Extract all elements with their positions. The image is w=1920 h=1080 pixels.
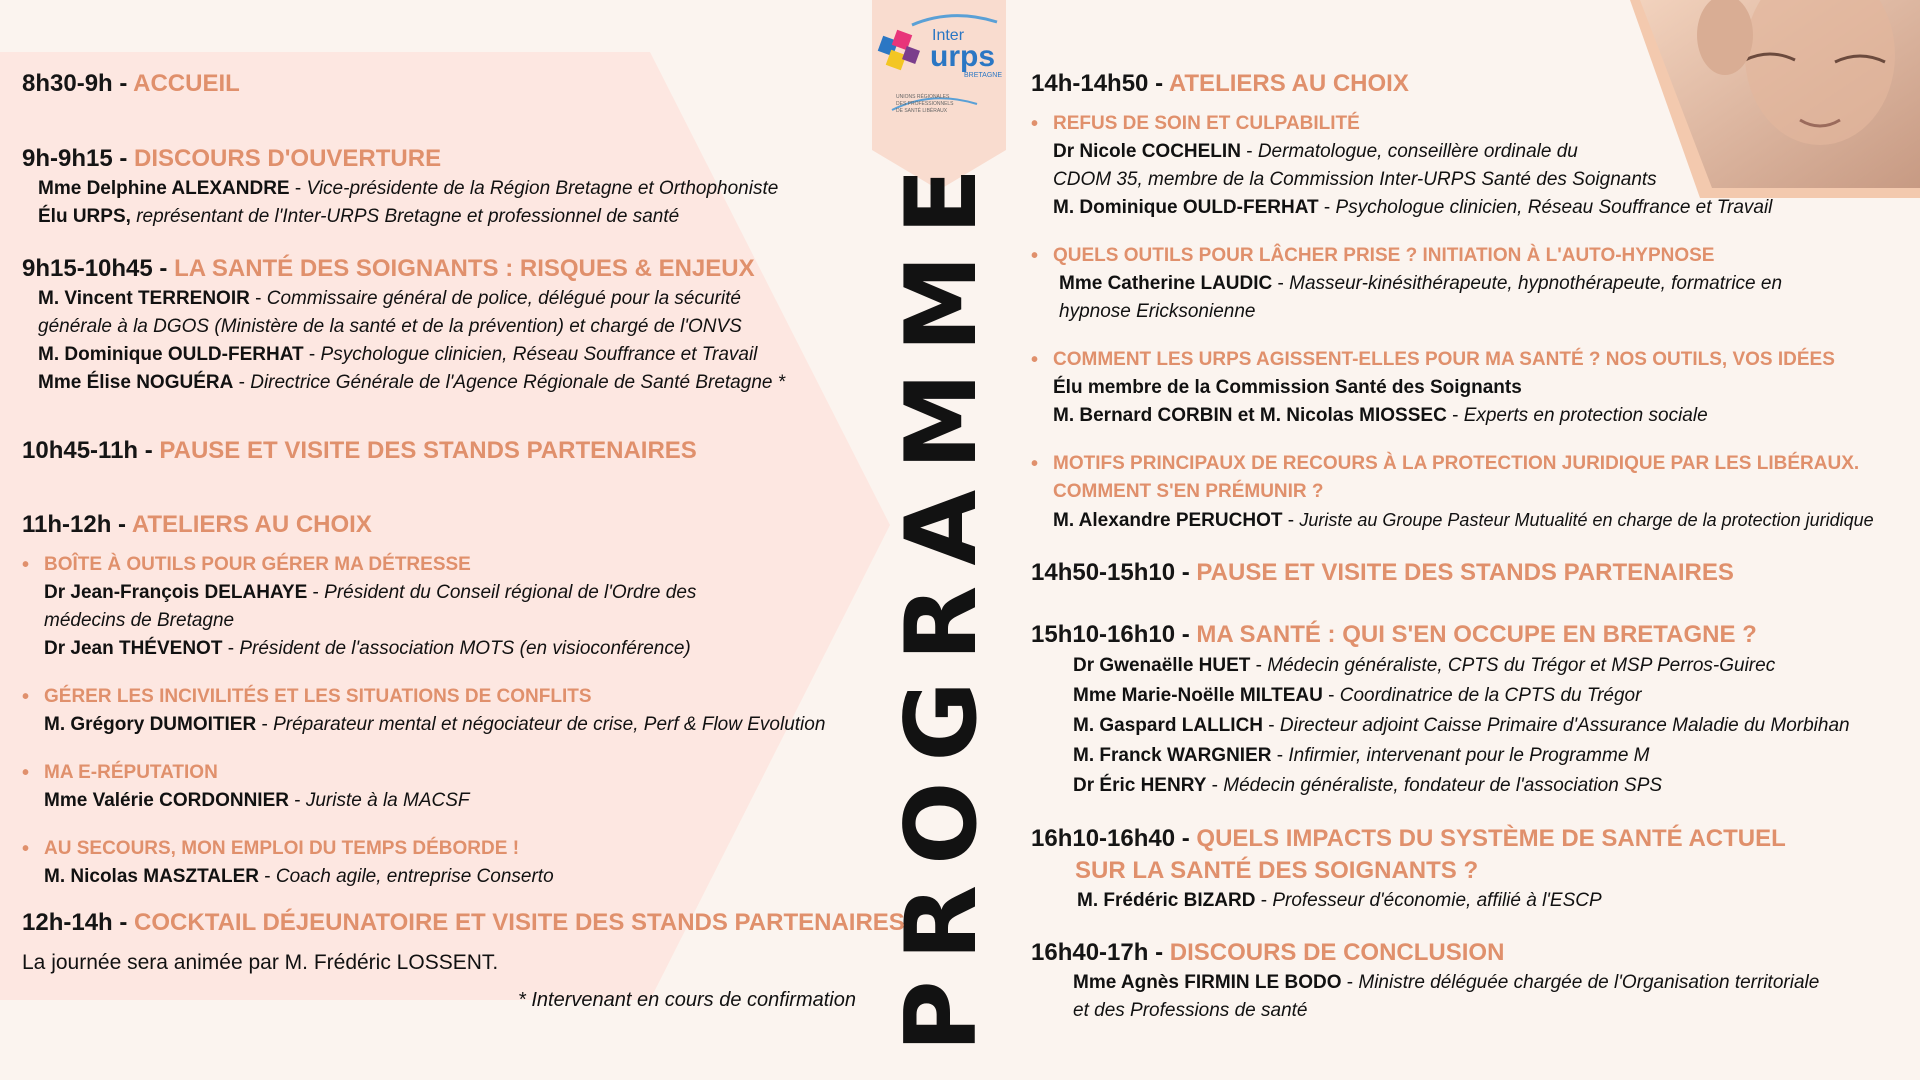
slot-header: 12h-14h - COCKTAIL DÉJEUNATOIRE ET VISITE DES STANDS PARTENAIRES <box>22 909 905 936</box>
speaker: Dr Jean THÉVENOT - Président de l'association MOTS (en visioconférence) <box>44 638 691 659</box>
speaker-name: Mme Valérie CORDONNIER <box>44 790 289 811</box>
speaker-role: Médecin généraliste, fondateur de l'association SPS <box>1223 775 1663 796</box>
speaker: Mme Catherine LAUDIC - Masseur-kinésithérapeute, hypnothérapeute, formatrice en hypnose Ericksonienne <box>1059 273 1783 322</box>
slot-header: 15h10-16h10 - MA SANTÉ : QUI S'EN OCCUPE EN BRETAGNE ? <box>1031 621 1757 648</box>
speaker-role: Juriste à la MACSF <box>305 790 470 811</box>
slot-time: 11h-12h <box>22 511 112 538</box>
svg-text:urps: urps <box>930 40 996 73</box>
speaker-name: Mme Marie-Noëlle MILTEAU <box>1073 685 1323 706</box>
speaker: Mme Élise NOGUÉRA - Directrice Générale de l'Agence Régionale de Santé Bretagne * <box>38 372 786 393</box>
speaker-role-cont: médecins de Bretagne <box>44 610 235 631</box>
speaker: Dr Jean-François DELAHAYE - Président du Conseil régional de l'Ordre des médecins de Bretagne <box>44 582 697 631</box>
slot-title: ATELIERS AU CHOIX <box>131 511 372 538</box>
workshop <box>1031 346 1911 430</box>
speaker-role: Masseur-kinésithérapeute, hypnothérapeute, formatrice en <box>1289 273 1783 294</box>
workshop <box>1031 450 1911 535</box>
speaker-role-cont: CDOM 35, membre de la Commission Inter-URPS Santé des Soignants <box>1053 169 1657 190</box>
slot-time: 10h45-11h <box>22 437 139 464</box>
workshop-title: • QUELS OUTILS POUR LÂCHER PRISE ? INITIATION À L'AUTO-HYPNOSE <box>1031 242 1911 270</box>
speaker: M. Gaspard LALLICH - Directeur adjoint Caisse Primaire d'Assurance Maladie du Morbihan <box>1073 715 1850 736</box>
speaker-name: M. Gaspard LALLICH <box>1073 715 1264 736</box>
svg-text:DES PROFESSIONNELS: DES PROFESSIONNELS <box>896 101 954 107</box>
slot-ma-sante <box>1031 619 1911 801</box>
slot-time: 14h50-15h10 <box>1031 559 1176 586</box>
speaker-name: M. Bernard CORBIN et M. Nicolas MIOSSEC <box>1053 405 1447 426</box>
speaker-name: Mme Élise NOGUÉRA <box>38 372 234 393</box>
speaker-role: Psychologue clinicien, Réseau Souffrance et Travail <box>320 344 758 365</box>
speaker-role: Préparateur mental et négociateur de crise, Perf & Flow Evolution <box>273 714 826 735</box>
slot-time: 8h30-9h <box>22 70 113 97</box>
workshop <box>22 835 892 891</box>
speaker-role: Président du Conseil régional de l'Ordre des <box>324 582 697 603</box>
speaker-role: Président de l'association MOTS (en visioconférence) <box>239 638 691 659</box>
slot-time: 16h40-17h <box>1031 939 1149 966</box>
workshop-title: • MA E-RÉPUTATION <box>22 759 892 787</box>
workshop-title: • COMMENT LES URPS AGISSENT-ELLES POUR MA SANTÉ ? NOS OUTILS, VOS IDÉES <box>1031 346 1911 374</box>
slot-title: DISCOURS D'OUVERTURE <box>134 145 442 172</box>
workshop-title: • BOÎTE À OUTILS POUR GÉRER MA DÉTRESSE <box>22 551 892 579</box>
speaker-role: Dermatologue, conseillère ordinale du <box>1257 141 1578 162</box>
svg-text:BRETAGNE: BRETAGNE <box>964 72 1002 79</box>
speaker: Dr Gwenaëlle HUET - Médecin généraliste, CPTS du Trégor et MSP Perros-Guirec <box>1073 655 1776 676</box>
workshop <box>1031 110 1911 222</box>
speaker: Mme Valérie CORDONNIER - Juriste à la MACSF <box>44 790 470 811</box>
slot-time: 16h10-16h40 <box>1031 825 1176 852</box>
speaker-role: Coordinatrice de la CPTS du Trégor <box>1339 685 1642 706</box>
slot-ateliers-afternoon <box>1031 68 1911 535</box>
slot-impacts <box>1031 823 1911 915</box>
slot-time: 12h-14h <box>22 909 113 936</box>
workshop-title <box>1031 450 1911 506</box>
speaker-role-cont: hypnose Ericksonienne <box>1059 301 1256 322</box>
slot-cocktail <box>22 907 905 939</box>
slot-title: MA SANTÉ : QUI S'EN OCCUPE EN BRETAGNE ? <box>1196 621 1757 648</box>
speaker-role: Commissaire général de police, délégué pour la sécurité <box>266 288 741 309</box>
afternoon-schedule <box>1031 68 1911 1025</box>
workshop-title-line2: COMMENT S'EN PRÉMUNIR ? <box>1053 481 1324 502</box>
speaker-role: Vice-présidente de la Région Bretagne et Orthophoniste <box>306 178 779 199</box>
slot-time: 14h-14h50 <box>1031 70 1149 97</box>
slot-header: 9h15-10h45 - LA SANTÉ DES SOIGNANTS : RISQUES & ENJEUX <box>22 255 755 282</box>
speaker: M. Vincent TERRENOIR - Commissaire général de police, délégué pour la sécurité générale à la DGOS (Ministère de la santé et de la prévention) et chargé de l'ONVS <box>38 288 742 337</box>
svg-text:DE SANTÉ LIBÉRAUX: DE SANTÉ LIBÉRAUX <box>896 108 948 114</box>
slot-title: ACCUEIL <box>133 70 240 97</box>
speaker: Mme Delphine ALEXANDRE - Vice-présidente de la Région Bretagne et Orthophoniste <box>38 178 779 199</box>
speaker-name: Dr Nicole COCHELIN <box>1053 141 1241 162</box>
speaker-role-cont: et des Professions de santé <box>1073 1000 1308 1021</box>
speaker-name: Élu URPS, <box>38 206 131 227</box>
workshop <box>22 551 892 663</box>
speaker-name: Élu membre de la Commission Santé des Soignants <box>1053 377 1522 398</box>
slot-header: 11h-12h - ATELIERS AU CHOIX <box>22 511 372 538</box>
workshop-title-line1: MOTIFS PRINCIPAUX DE RECOURS À LA PROTECTION JURIDIQUE PAR LES LIBÉRAUX. <box>1053 453 1860 474</box>
slot-title: QUELS IMPACTS DU SYSTÈME DE SANTÉ ACTUEL <box>1196 825 1786 852</box>
speaker-name: M. Vincent TERRENOIR <box>38 288 250 309</box>
speaker <box>1031 374 1911 402</box>
slot-header: 10h45-11h - PAUSE ET VISITE DES STANDS PARTENAIRES <box>22 437 697 464</box>
slot-header: 14h50-15h10 - PAUSE ET VISITE DES STANDS PARTENAIRES <box>1031 559 1734 586</box>
speaker-role: Coach agile, entreprise Conserto <box>275 866 554 887</box>
speaker-role: Directeur adjoint Caisse Primaire d'Assurance Maladie du Morbihan <box>1279 715 1850 736</box>
footnote: * Intervenant en cours de confirmation <box>518 989 856 1011</box>
speaker-role: Professeur d'économie, affilié à l'ESCP <box>1272 890 1602 911</box>
speaker-name: M. Dominique OULD-FERHAT <box>38 344 304 365</box>
workshop-title: • REFUS DE SOIN ET CULPABILITÉ <box>1031 110 1911 138</box>
speaker: M. Bernard CORBIN et M. Nicolas MIOSSEC - Experts en protection sociale <box>1053 405 1708 426</box>
speaker-role: Ministre déléguée chargée de l'Organisation territoriale <box>1358 972 1820 993</box>
slot-title-line2: SUR LA SANTÉ DES SOIGNANTS ? <box>1075 857 1479 884</box>
slot-header: 16h10-16h40 - QUELS IMPACTS DU SYSTÈME DE SANTÉ ACTUEL SUR LA SANTÉ DES SOIGNANTS ? <box>1031 823 1911 887</box>
speaker-name: Dr Jean-François DELAHAYE <box>44 582 308 603</box>
speaker-role: Experts en protection sociale <box>1463 405 1708 426</box>
speaker-name: M. Alexandre PERUCHOT <box>1053 510 1283 531</box>
speaker-role-cont: générale à la DGOS (Ministère de la santé et de la prévention) et chargé de l'ONVS <box>38 316 742 337</box>
speaker-role: Médecin généraliste, CPTS du Trégor et MSP Perros-Guirec <box>1267 655 1776 676</box>
speaker-name: M. Nicolas MASZTALER <box>44 866 259 887</box>
slot-title: COCKTAIL DÉJEUNATOIRE ET VISITE DES STANDS PARTENAIRES <box>134 909 905 936</box>
slot-pause-afternoon <box>1031 557 1911 589</box>
speaker: M. Grégory DUMOITIER - Préparateur mental et négociateur de crise, Perf & Flow Evolution <box>44 714 826 735</box>
speaker-role: Juriste au Groupe Pasteur Mutualité en charge de la protection juridique <box>1299 510 1874 530</box>
slot-title: ATELIERS AU CHOIX <box>1168 70 1409 97</box>
speaker: M. Dominique OULD-FERHAT - Psychologue clinicien, Réseau Souffrance et Travail <box>38 344 758 365</box>
speaker-role: représentant de l'Inter-URPS Bretagne et professionnel de santé <box>136 206 680 227</box>
speaker: M. Nicolas MASZTALER - Coach agile, entreprise Conserto <box>44 866 554 887</box>
slot-pause-morning <box>22 435 892 467</box>
slot-discours-ouverture <box>22 143 892 231</box>
speaker-name: Mme Delphine ALEXANDRE <box>38 178 290 199</box>
speaker: Mme Marie-Noëlle MILTEAU - Coordinatrice de la CPTS du Trégor <box>1073 685 1642 706</box>
speaker: M. Dominique OULD-FERHAT - Psychologue clinicien, Réseau Souffrance et Travail <box>1053 197 1773 218</box>
slot-header: 16h40-17h - DISCOURS DE CONCLUSION <box>1031 939 1505 966</box>
speaker-name: M. Grégory DUMOITIER <box>44 714 257 735</box>
programme-title: PROGRAMME <box>885 147 999 1053</box>
workshop-title: • AU SECOURS, MON EMPLOI DU TEMPS DÉBORDE ! <box>22 835 892 863</box>
speaker-name: Mme Agnès FIRMIN LE BODO <box>1073 972 1342 993</box>
speaker-name: Mme Catherine LAUDIC <box>1059 273 1273 294</box>
slot-ateliers-morning <box>22 509 892 891</box>
speaker-name: Dr Jean THÉVENOT <box>44 638 223 659</box>
slot-header: 8h30-9h - ACCUEIL <box>22 70 240 97</box>
slot-title: PAUSE ET VISITE DES STANDS PARTENAIRES <box>159 437 697 464</box>
slot-header: 9h-9h15 - DISCOURS D'OUVERTURE <box>22 145 442 172</box>
speaker: M. Frédéric BIZARD - Professeur d'économie, affilié à l'ESCP <box>1077 890 1602 911</box>
speaker-role: Psychologue clinicien, Réseau Souffrance et Travail <box>1335 197 1773 218</box>
slot-title: PAUSE ET VISITE DES STANDS PARTENAIRES <box>1196 559 1734 586</box>
slot-title: LA SANTÉ DES SOIGNANTS : RISQUES & ENJEUX <box>174 255 755 282</box>
host-note: La journée sera animée par M. Frédéric LOSSENT. <box>22 951 499 974</box>
speaker-name: Dr Éric HENRY <box>1073 775 1207 796</box>
slot-time: 9h-9h15 <box>22 145 113 172</box>
workshop <box>22 759 892 815</box>
slot-accueil <box>22 68 892 100</box>
speaker-name: Dr Gwenaëlle HUET <box>1073 655 1251 676</box>
svg-text:Inter: Inter <box>932 27 965 44</box>
speaker-role: Directrice Générale de l'Agence Régionale de Santé Bretagne * <box>250 372 786 393</box>
workshop <box>22 683 892 739</box>
speaker: M. Franck WARGNIER - Infirmier, intervenant pour le Programme M <box>1073 745 1650 766</box>
slot-title: DISCOURS DE CONCLUSION <box>1169 939 1505 966</box>
speaker-name: M. Dominique OULD-FERHAT <box>1053 197 1319 218</box>
slot-header: 14h-14h50 - ATELIERS AU CHOIX <box>1031 70 1409 97</box>
speaker <box>22 203 892 231</box>
speaker: Dr Nicole COCHELIN - Dermatologue, conseillère ordinale du CDOM 35, membre de la Commission Inter-URPS Santé des Soignants <box>1053 141 1657 190</box>
svg-text:UNIONS RÉGIONALES: UNIONS RÉGIONALES <box>896 94 950 100</box>
speaker-name: M. Franck WARGNIER <box>1073 745 1272 766</box>
speaker-role: Infirmier, intervenant pour le Programme M <box>1288 745 1650 766</box>
morning-schedule <box>22 68 905 1012</box>
speaker: Mme Agnès FIRMIN LE BODO - Ministre déléguée chargée de l'Organisation territoriale et des Professions de santé <box>1073 972 1820 1021</box>
workshop <box>1031 242 1911 326</box>
slot-sante-soignants <box>22 253 892 397</box>
workshop-title: • GÉRER LES INCIVILITÉS ET LES SITUATIONS DE CONFLITS <box>22 683 892 711</box>
speaker-name: M. Frédéric BIZARD <box>1077 890 1256 911</box>
slot-time: 9h15-10h45 <box>22 255 153 282</box>
speaker: M. Alexandre PERUCHOT - Juriste au Groupe Pasteur Mutualité en charge de la protection juridique <box>1053 510 1874 531</box>
speaker: Dr Éric HENRY - Médecin généraliste, fondateur de l'association SPS <box>1073 775 1663 796</box>
slot-time: 15h10-16h10 <box>1031 621 1176 648</box>
slot-conclusion <box>1031 937 1911 1025</box>
logo-graphic <box>872 0 1006 130</box>
